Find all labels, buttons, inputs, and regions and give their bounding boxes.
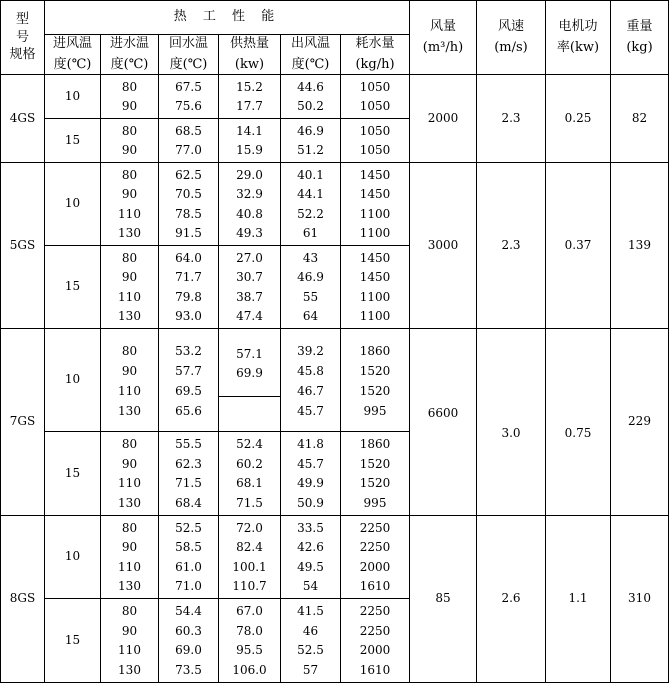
- list-item: 41.8: [297, 436, 324, 451]
- list-item: 130: [118, 404, 141, 418]
- list-item: 65.6: [175, 404, 202, 418]
- list-item: 15.2: [236, 79, 263, 94]
- model-cell: 7GS: [9, 414, 36, 429]
- list-item: 49.3: [236, 226, 263, 241]
- list-item: 130: [118, 496, 141, 511]
- list-item: 1520: [359, 384, 391, 398]
- heat-list: [219, 163, 280, 245]
- list-item: 1050: [359, 79, 391, 94]
- list-item: 68.4: [175, 496, 202, 511]
- list-item: 1450: [359, 250, 391, 265]
- list-item: 71.5: [236, 496, 263, 511]
- list-item: 57.1: [236, 346, 263, 361]
- list-item: 1860: [359, 344, 391, 358]
- header-speed: 风速 (m/s): [494, 19, 528, 55]
- list-item: 90: [121, 187, 138, 202]
- list-item: 110: [118, 559, 141, 574]
- header-air-out: 出风温 度(℃): [290, 36, 330, 72]
- list-item: 90: [121, 270, 138, 285]
- airflow-cell: 85: [435, 591, 451, 606]
- list-item: 52.5: [297, 643, 324, 658]
- speed-cell: 2.3: [501, 237, 521, 252]
- weight-cell: 310: [628, 591, 651, 606]
- header-water-in: 进水温 度(℃): [109, 36, 149, 72]
- list-item: 110: [118, 476, 141, 491]
- air-in-cell: 10: [64, 196, 81, 211]
- list-item: 52.5: [175, 520, 202, 535]
- list-item: 17.7: [236, 99, 263, 114]
- list-item: 110: [118, 206, 141, 221]
- list-item: 67.5: [175, 79, 202, 94]
- list-item: 80: [121, 603, 138, 618]
- air-out-list: [281, 339, 340, 423]
- list-item: 45.8: [297, 364, 324, 378]
- list-item: 1100: [359, 309, 391, 324]
- list-item: 130: [118, 309, 141, 324]
- list-item: 1450: [359, 187, 391, 202]
- header-model: 型 号 规格: [9, 12, 36, 63]
- list-item: 68.1: [236, 476, 263, 491]
- water-out-list: [159, 599, 218, 682]
- list-item: 69.5: [175, 384, 202, 398]
- list-item: 78.5: [175, 206, 202, 221]
- list-item: 69.0: [175, 643, 202, 658]
- list-item: 39.2: [297, 344, 324, 358]
- list-item: 91.5: [175, 226, 202, 241]
- list-item: 60.2: [236, 456, 263, 471]
- airflow-cell: [410, 329, 476, 515]
- heat-list: [219, 119, 280, 162]
- list-item: 71.7: [175, 270, 202, 285]
- list-item: 77.0: [175, 143, 202, 158]
- list-item: 62.5: [175, 167, 202, 182]
- list-item: 32.9: [236, 187, 263, 202]
- air-out-list: [281, 599, 340, 682]
- list-item: 62.3: [175, 456, 202, 471]
- list-item: 67.0: [236, 603, 263, 618]
- list-item: 2250: [359, 623, 391, 638]
- list-item: 27.0: [236, 250, 263, 265]
- header-airflow: 风量 (m³/h): [422, 19, 464, 55]
- list-item: 55.5: [175, 436, 202, 451]
- list-item: 110.7: [232, 579, 267, 594]
- water-use-list: [341, 163, 409, 245]
- list-item: 55: [302, 289, 319, 304]
- water-in-list: [101, 119, 158, 162]
- list-item: 2000: [359, 643, 391, 658]
- list-item: 1100: [359, 206, 391, 221]
- list-item: 2250: [359, 540, 391, 555]
- speed-cell: 2.3: [501, 110, 521, 125]
- list-item: 53.2: [175, 344, 202, 358]
- list-item: 29.0: [236, 167, 263, 182]
- list-item: 90: [121, 456, 138, 471]
- header-weight: 重量 (kg): [626, 19, 653, 55]
- list-item: 45.7: [297, 404, 324, 418]
- water-out-list: [159, 246, 218, 328]
- header-heat: 供热量 (kw): [229, 36, 269, 72]
- list-item: 78.0: [236, 623, 263, 638]
- list-item: 90: [121, 364, 138, 378]
- water-in-list: [101, 339, 158, 423]
- power-cell: 0.37: [564, 237, 592, 252]
- list-item: 64.0: [175, 250, 202, 265]
- list-item: 1610: [359, 663, 391, 678]
- water-use-list: [341, 75, 409, 118]
- list-item: 40.8: [236, 206, 263, 221]
- air-out-list: [281, 432, 340, 515]
- water-in-list: [101, 163, 158, 245]
- list-item: 15.9: [236, 143, 263, 158]
- air-out-list: [281, 246, 340, 328]
- water-use-list: [341, 599, 409, 682]
- water-in-list: [101, 75, 158, 118]
- list-item: 61: [302, 226, 319, 241]
- list-item: 40.1: [297, 167, 324, 182]
- airflow-value: 6600: [427, 406, 459, 421]
- header-power: 电机功 率(kw): [556, 19, 600, 55]
- list-item: 79.8: [175, 289, 202, 304]
- list-item: 71.5: [175, 476, 202, 491]
- weight-cell: 229: [628, 414, 651, 429]
- list-item: 73.5: [175, 663, 202, 678]
- air-out-list: [281, 516, 340, 598]
- list-item: 69.9: [236, 365, 263, 380]
- list-item: 52.4: [236, 436, 263, 451]
- water-in-list: [101, 599, 158, 682]
- list-item: 1610: [359, 579, 391, 594]
- list-item: 80: [121, 436, 138, 451]
- airflow-cell: 2000: [427, 110, 459, 125]
- list-item: 1050: [359, 99, 391, 114]
- list-item: 38.7: [236, 289, 263, 304]
- list-item: 1520: [359, 364, 391, 378]
- list-item: 44.1: [297, 187, 324, 202]
- water-out-list: [159, 163, 218, 245]
- header-water-use: 耗水量 (kg/h): [355, 36, 395, 72]
- speed-cell: 2.6: [501, 591, 521, 606]
- list-item: 68.5: [175, 123, 202, 138]
- list-item: 1100: [359, 289, 391, 304]
- air-out-list: [281, 163, 340, 245]
- airflow-cell: 3000: [427, 237, 459, 252]
- list-item: 61.0: [175, 559, 202, 574]
- heat-list: [219, 342, 280, 384]
- list-item: 100.1: [232, 559, 267, 574]
- list-item: 46.9: [297, 123, 324, 138]
- list-item: 49.5: [297, 559, 324, 574]
- list-item: 72.0: [236, 520, 263, 535]
- water-use-list: [341, 516, 409, 598]
- list-item: 64: [302, 309, 319, 324]
- water-use-list: [341, 119, 409, 162]
- list-item: 995: [363, 404, 387, 418]
- list-item: 14.1: [236, 123, 263, 138]
- water-use-list: [341, 339, 409, 423]
- water-in-list: [101, 246, 158, 328]
- list-item: 50.9: [297, 496, 324, 511]
- header-water-out: 回水温 度(℃): [168, 36, 208, 72]
- list-item: 1520: [359, 476, 391, 491]
- list-item: 2000: [359, 559, 391, 574]
- list-item: 80: [121, 123, 138, 138]
- water-out-list: [159, 119, 218, 162]
- air-in-cell: 10: [64, 88, 81, 103]
- list-item: 1100: [359, 226, 391, 241]
- list-item: 80: [121, 250, 138, 265]
- water-in-list: [101, 432, 158, 515]
- list-item: 80: [121, 344, 138, 358]
- list-item: 51.2: [297, 143, 324, 158]
- heat-list: [219, 599, 280, 682]
- speed-cell: [477, 329, 545, 515]
- model-cell: 4GS: [9, 110, 36, 125]
- list-item: 1520: [359, 456, 391, 471]
- list-item: 44.6: [297, 79, 324, 94]
- list-item: 52.2: [297, 206, 324, 221]
- list-item: 110: [118, 384, 141, 398]
- list-item: 90: [121, 143, 138, 158]
- list-item: 43: [302, 250, 319, 265]
- heat-list: [219, 432, 280, 515]
- list-item: 30.7: [236, 270, 263, 285]
- list-item: 80: [121, 167, 138, 182]
- power-cell: 0.25: [564, 110, 592, 125]
- list-item: 130: [118, 226, 141, 241]
- water-out-list: [159, 516, 218, 598]
- list-item: 106.0: [232, 663, 267, 678]
- weight-cell: 139: [628, 237, 651, 252]
- list-item: 1450: [359, 167, 391, 182]
- list-item: 54.4: [175, 603, 202, 618]
- list-item: 130: [118, 663, 141, 678]
- list-item: 50.2: [297, 99, 324, 114]
- air-out-list: [281, 75, 340, 118]
- water-out-list: [159, 75, 218, 118]
- list-item: 46.9: [297, 270, 324, 285]
- list-item: 80: [121, 520, 138, 535]
- heat-list: [219, 75, 280, 118]
- list-item: 2250: [359, 520, 391, 535]
- list-item: 49.9: [297, 476, 324, 491]
- list-item: 90: [121, 99, 138, 114]
- list-item: 130: [118, 579, 141, 594]
- list-item: 90: [121, 540, 138, 555]
- list-item: 57.7: [175, 364, 202, 378]
- list-item: 1050: [359, 143, 391, 158]
- list-item: 1860: [359, 436, 391, 451]
- power-cell: [546, 329, 610, 515]
- list-item: 75.6: [175, 99, 202, 114]
- air-in-cell: 15: [64, 632, 81, 647]
- list-item: 46.7: [297, 384, 324, 398]
- list-item: 58.5: [175, 540, 202, 555]
- list-item: 57: [302, 663, 319, 678]
- air-in-cell: 15: [64, 279, 81, 294]
- list-item: 41.5: [297, 603, 324, 618]
- list-item: 1450: [359, 270, 391, 285]
- list-item: 90: [121, 623, 138, 638]
- list-item: 995: [363, 496, 387, 511]
- list-item: 46: [302, 623, 319, 638]
- power-cell: 1.1: [568, 591, 588, 606]
- list-item: 110: [118, 643, 141, 658]
- power-value: 0.75: [564, 426, 592, 441]
- air-out-list: [281, 119, 340, 162]
- weight-cell: 82: [631, 110, 648, 125]
- model-cell: 8GS: [9, 591, 36, 606]
- water-out-list: [159, 432, 218, 515]
- air-in-cell: 10: [64, 549, 81, 564]
- speed-value: 3.0: [501, 426, 521, 441]
- header-air-in: 进风温 度(℃): [52, 36, 92, 72]
- list-item: 70.5: [175, 187, 202, 202]
- list-item: 1050: [359, 123, 391, 138]
- list-item: 95.5: [236, 643, 263, 658]
- list-item: 33.5: [297, 520, 324, 535]
- model-cell: 5GS: [9, 237, 36, 252]
- list-item: 54: [302, 579, 319, 594]
- air-in-cell: 15: [64, 465, 81, 480]
- list-item: 110: [118, 289, 141, 304]
- air-in-cell: 15: [64, 132, 81, 147]
- water-out-list: [159, 339, 218, 423]
- partial-divider: [218, 396, 280, 397]
- water-use-list: [341, 246, 409, 328]
- list-item: 71.0: [175, 579, 202, 594]
- list-item: 80: [121, 79, 138, 94]
- list-item: 93.0: [175, 309, 202, 324]
- list-item: 2250: [359, 603, 391, 618]
- list-item: 47.4: [236, 309, 263, 324]
- water-in-list: [101, 516, 158, 598]
- list-item: 45.7: [297, 456, 324, 471]
- heat-list: [219, 516, 280, 598]
- water-use-list: [341, 432, 409, 515]
- list-item: 42.6: [297, 540, 324, 555]
- list-item: 82.4: [236, 540, 263, 555]
- heat-list: [219, 246, 280, 328]
- header-thermal: 热 工 性 能: [173, 9, 281, 25]
- list-item: 60.3: [175, 623, 202, 638]
- air-in-cell: 10: [64, 372, 81, 387]
